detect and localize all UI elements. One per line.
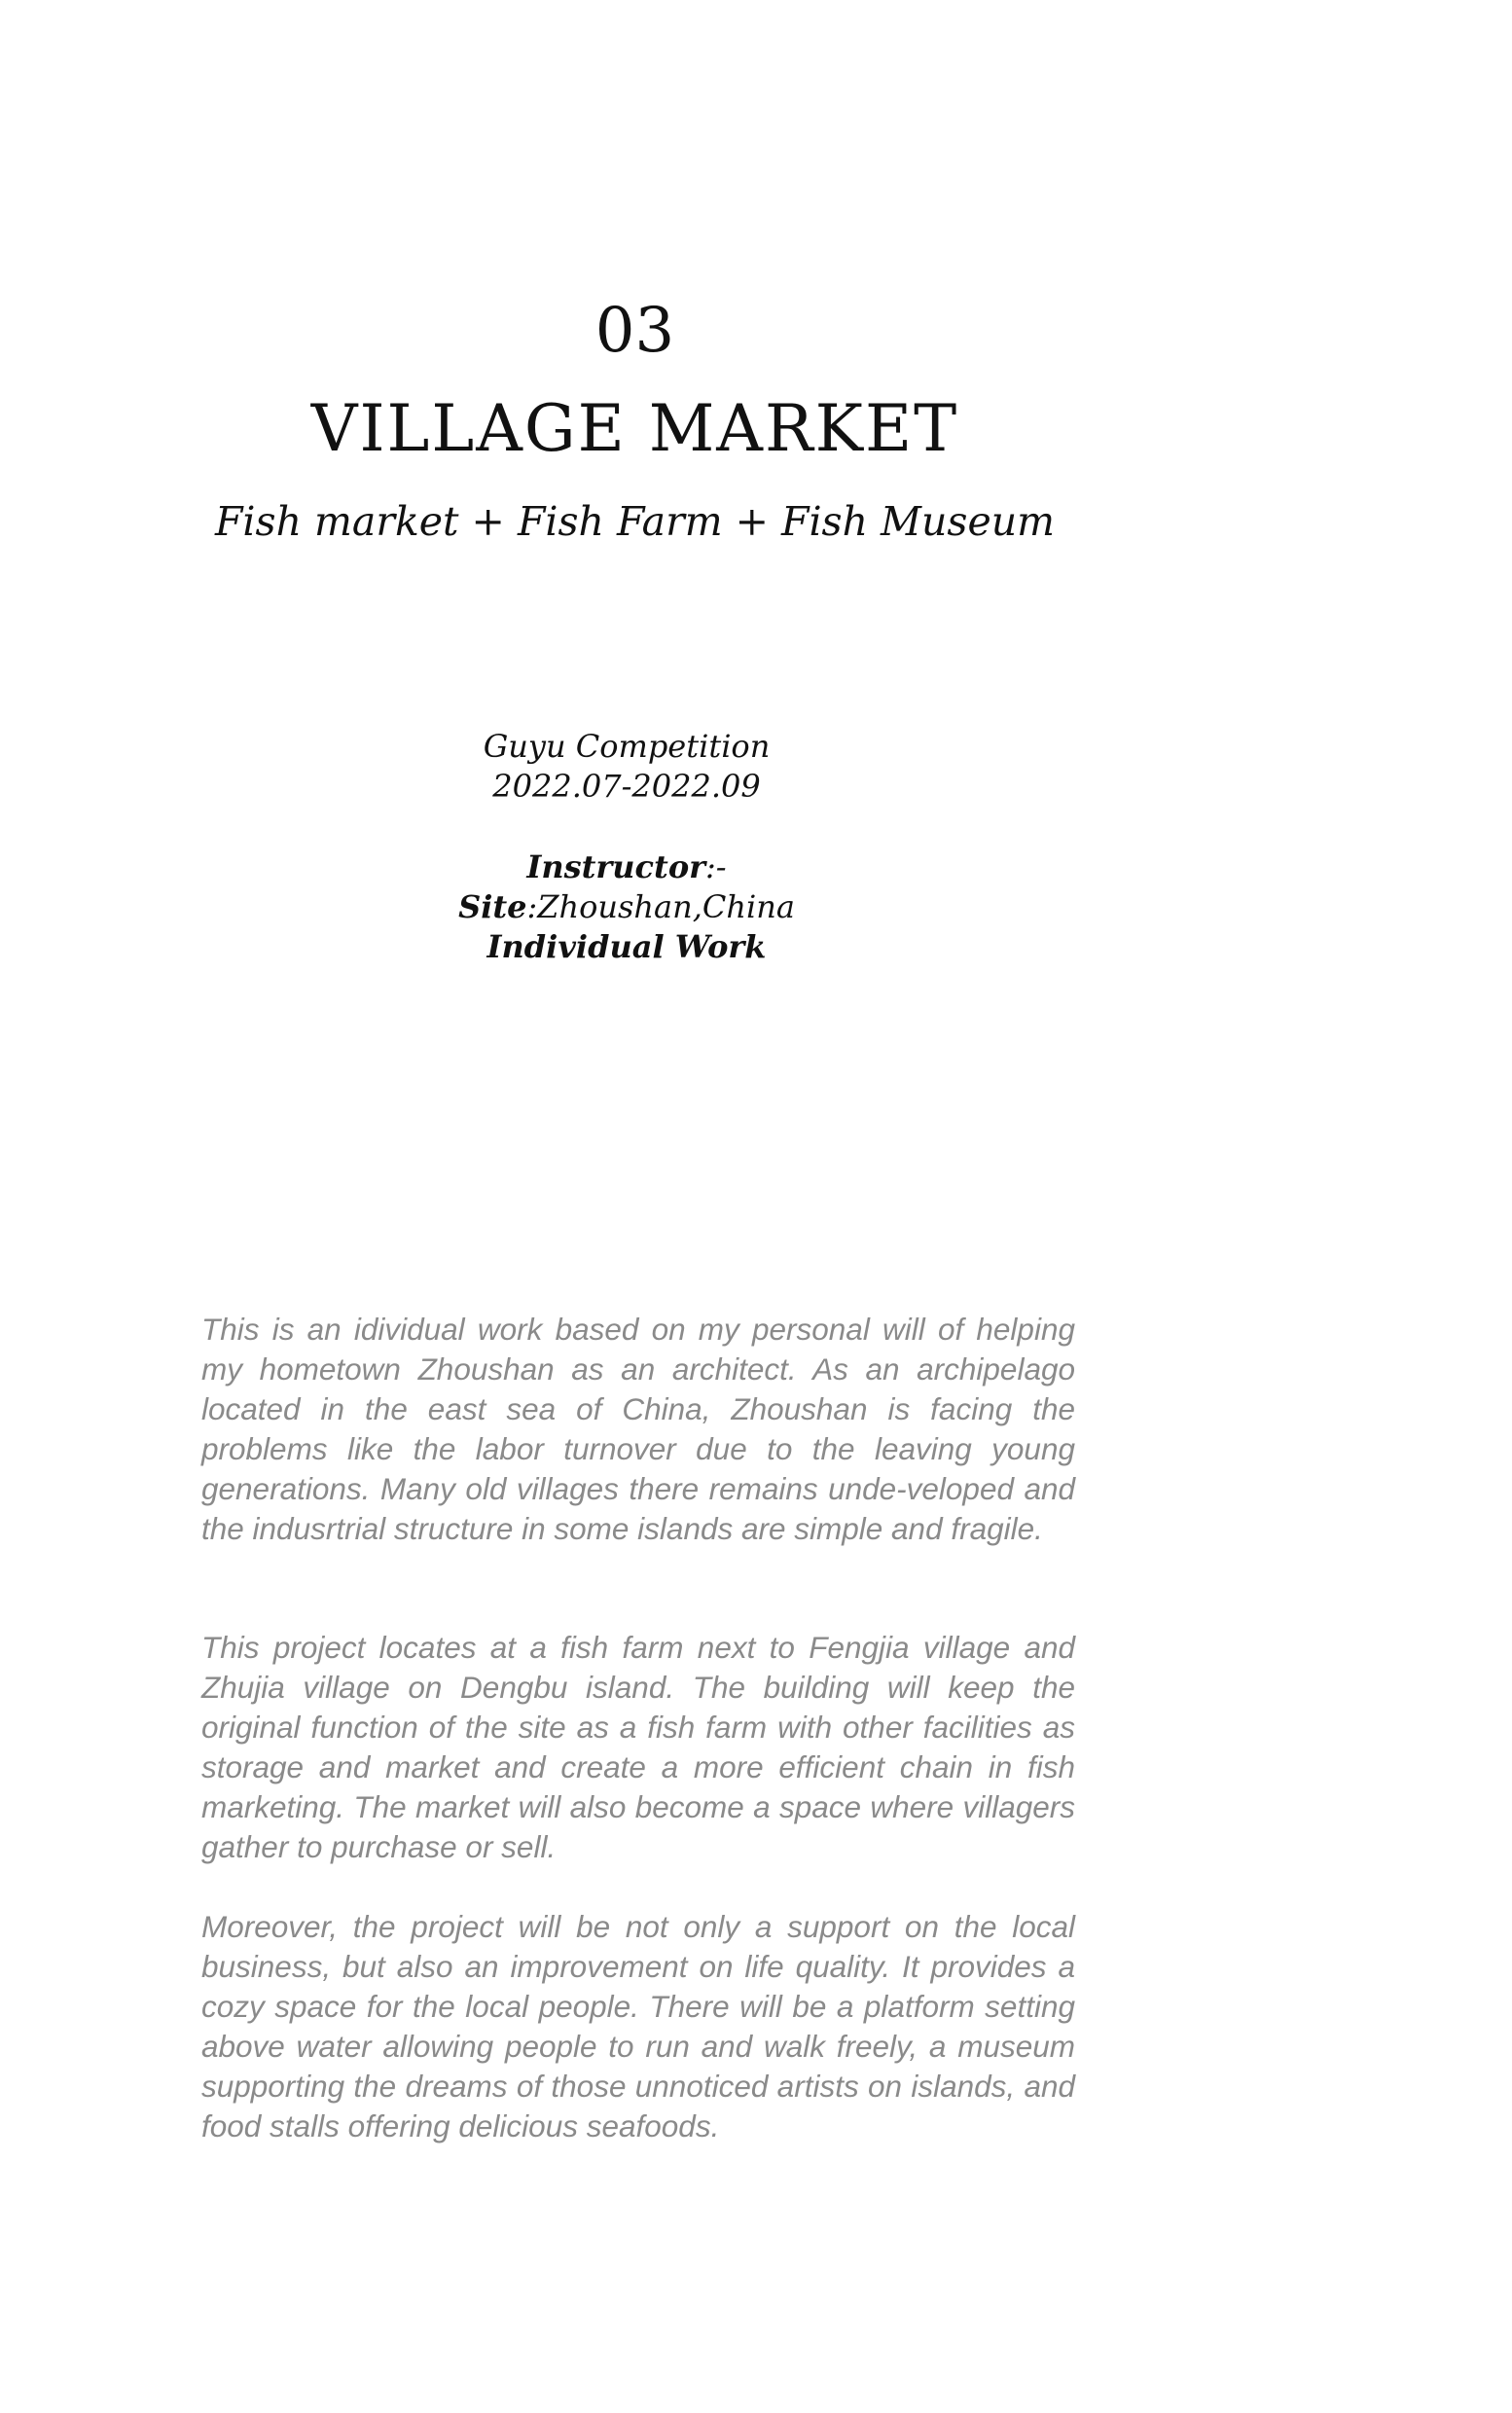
site-label: Site xyxy=(458,888,527,925)
project-credits-block xyxy=(0,847,1253,967)
project-dates: 2022.07-2022.09 xyxy=(492,768,761,805)
description-paragraph-2: This project locates at a fish farm next to Fengjia village and Zhujia village on Dengbu island. The building will keep the original function of the site as a fish farm with other facilities as storage and market and create a more efficient chain in fish marketing. The market will also become a space where villagers gather to purchase or sell. xyxy=(201,1630,1075,1864)
instructor-value: :- xyxy=(705,848,727,885)
site-value: :Zhoushan,China xyxy=(526,888,795,925)
project-number: 03 xyxy=(594,295,675,367)
competition-name: Guyu Competition xyxy=(483,728,771,765)
project-info-block xyxy=(0,727,1253,807)
instructor-line xyxy=(0,847,1253,887)
project-title: VILLAGE MARKET xyxy=(310,391,959,466)
site-line xyxy=(0,887,1253,927)
project-subtitle: Fish market + Fish Farm + Fish Museum xyxy=(214,498,1056,545)
instructor-label: Instructor xyxy=(526,848,706,885)
description-paragraph-1: This is an idividual work based on my personal will of helping my hometown Zhoushan as an architect. As an archipelago located in the east sea of China, Zhoushan is facing the problems like the labor turnover due to the leaving young generations. Many old villages there remains unde-veloped and the indusrtrial structure in some islands are simple and fragile. xyxy=(201,1312,1075,1546)
description-paragraph-3: Moreover, the project will be not only a support on the local business, but also an improvement on life quality. It provides a cozy space for the local people. There will be a platform setting above water allowing people to run and walk freely, a museum supporting the dreams of those unnoticed artists on islands, and food stalls offering delicious seafoods. xyxy=(201,1909,1075,2143)
work-type: Individual Work xyxy=(486,928,767,965)
